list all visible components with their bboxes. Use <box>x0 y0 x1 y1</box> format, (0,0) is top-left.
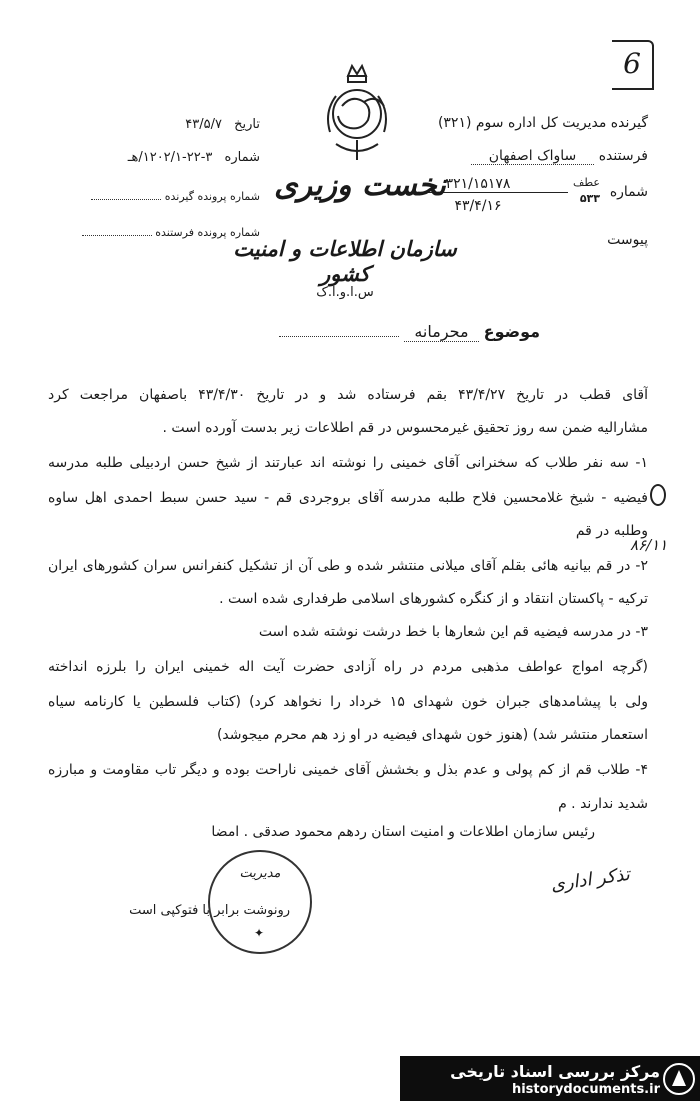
sender-label: فرستنده <box>598 148 648 164</box>
header-recv-file <box>60 190 260 203</box>
header-recipient: گیرنده مدیریت کل اداره سوم (۳۲۱) <box>437 115 648 131</box>
number-value: ۳-۲۲-۱۲۰۲/۱/هـ <box>127 150 213 165</box>
date-label: تاریخ <box>234 117 260 132</box>
subject-label: موضوع <box>483 322 540 341</box>
date-value: ۴۳/۵/۷ <box>185 117 222 132</box>
ref-number-date: ۴۳/۴/۱۶ <box>454 198 502 214</box>
stamp-text: مدیریت <box>239 866 281 881</box>
emblem-abbrev: س.ا.و.ا.ک <box>316 285 374 300</box>
send-file-label: شماره پرونده فرستنده <box>155 226 260 239</box>
body-line: استعمار منتشر شد) (هنوز خون شهدای فیضیه در او زد هم محرم میجوشد) <box>216 727 648 743</box>
footer-site-url: historydocuments.ir <box>511 1082 660 1097</box>
corner-mark: 6 <box>612 40 654 90</box>
body-line: ترکیه - پاکستان انتقاد و از کنگره کشورهای اسلامی طرفداری شده است . <box>219 591 648 607</box>
signature-line: رئیس سازمان اطلاعات و امنیت استان ردهم محمود صدقی . امضا <box>211 824 595 840</box>
header-sender <box>408 148 648 165</box>
ref-number-label: شماره <box>609 184 648 200</box>
stamp-star-icon: ✦ <box>254 926 265 940</box>
subject-value: محرمانه <box>404 322 478 342</box>
emblem-title: نخست وزیری <box>274 168 446 203</box>
body-line: وطلبه در قم <box>575 523 648 539</box>
margin-circle-mark <box>650 484 666 506</box>
round-stamp <box>208 850 312 954</box>
header-date <box>60 117 260 132</box>
body-line: ۴- طلاب قم از کم پولی و عدم بذل و بخشش آقای خمینی ناراحت بوده و دیگر تاب مقاومت و مبارزه <box>48 762 648 778</box>
ref-number-prefix: عطف <box>573 176 600 189</box>
subject-line <box>240 322 540 342</box>
recv-file-label: شماره پرونده گیرنده <box>164 190 260 203</box>
body-line: ولی با پیشامدهای جبران خون شهدای ۱۵ خرداد را نخواهد کرد) (کتاب فلسطین یا کارنامه سیاه <box>48 694 648 710</box>
body-line: مشارالیه ضمن سه روز تحقیق غیرمحسوس در قم اطلاعات زیر بدست آورده است . <box>162 420 648 436</box>
body-line: شدید ندارند . م <box>558 796 648 812</box>
emblem-subtitle: سازمان اطلاعات و امنیت کشور <box>233 236 457 286</box>
header-number <box>60 150 260 165</box>
copy-note: رونوشت برابر با فتوکپی است <box>129 903 290 918</box>
ref-number-value: ۳۲۱/۱۵۱۷۸ <box>388 176 568 193</box>
sender-value: ساواک اصفهان <box>471 148 595 165</box>
ref-number-code: ۵۳۳ <box>579 192 600 205</box>
body-line: (گرچه امواج عواطف مذهبی مردم در راه آزادی حضرت آیت اله خمینی ایران را بلرزه انداخته <box>48 659 648 675</box>
body-line: فیضیه - شیخ غلامحسین فلاح طلبه مدرسه آقای بروجردی قم - سید حسن سبط احمدی اهل ساوه <box>48 490 648 506</box>
number-label: شماره <box>224 150 260 165</box>
margin-note-left: تذکر اداری <box>549 863 632 896</box>
body-line: ۱- سه نفر طلاب که سخنرانی آقای خمینی را نوشته اند عبارتند از شیخ حسن اردبیلی طلبه مدرسه <box>48 455 648 471</box>
body-line: ۳- در مدرسه فیضیه قم این شعارها با خط درشت نوشته شده است <box>258 624 648 640</box>
body-line: ۲- در قم بیانیه هائی بقلم آقای میلانی منتشر شده و طی آن از تشکیل کنفرانس سران کشورهای ایران <box>48 558 648 574</box>
attachment-label: پیوست <box>607 232 648 248</box>
archive-logo-icon <box>662 1062 696 1096</box>
lion-and-sun-emblem-icon <box>312 62 402 167</box>
footer-band <box>400 1056 700 1101</box>
body-line: آقای قطب در تاریخ ۴۳/۴/۲۷ بقم فرستاده شد و در تاریخ ۴۳/۴/۳۰ باصفهان مراجعت کرد <box>48 387 648 403</box>
margin-note-right: ۸۶/۱۱ <box>630 536 668 554</box>
footer-site-name: مرکز بررسی اسناد تاریخی <box>450 1062 660 1081</box>
